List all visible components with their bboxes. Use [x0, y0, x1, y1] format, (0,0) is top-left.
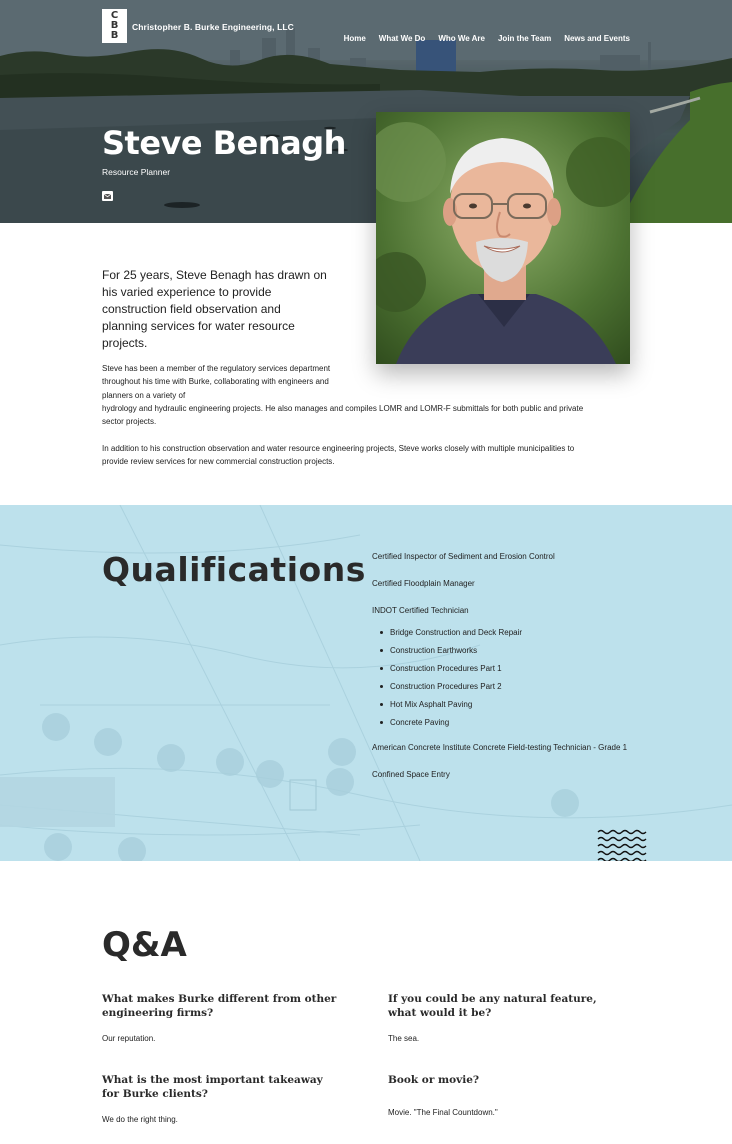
main-nav [344, 34, 630, 43]
qa-question: What makes Burke different from other engineering firms? [102, 993, 337, 1019]
qualification-item: INDOT Certified Technician [372, 606, 469, 615]
qa-question: What is the most important takeaway for Burke clients? [102, 1074, 323, 1100]
qualification-item: American Concrete Institute Concrete Field-testing Technician - Grade 1 [372, 743, 628, 752]
logo-mark [102, 9, 127, 43]
nav-link-news-and-events[interactable]: News and Events [564, 34, 630, 43]
logo-letter: C [110, 10, 119, 21]
qa-question: Book or movie? [388, 1074, 480, 1086]
qa-question: If you could be any natural feature, what would it be? [388, 993, 597, 1019]
company-logo[interactable] [102, 9, 294, 43]
qualification-item: Confined Space Entry [372, 770, 450, 779]
company-name[interactable]: Christopher B. Burke Engineering, LLC [132, 22, 294, 32]
envelope-icon[interactable] [102, 191, 113, 201]
nav-link-what-we-do[interactable]: What We Do [378, 34, 426, 43]
nav-link-join-the-team[interactable]: Join the Team [497, 34, 552, 43]
qa-answer: We do the right thing. [102, 1115, 178, 1124]
qualification-subitem: Construction Procedures Part 2 [380, 682, 632, 691]
bio-paragraph-continued: hydrology and hydraulic engineering projects. He also manages and compiles LOMR and LOMR-F submittals for both public and private sector projects. [102, 404, 584, 427]
qa-answer: The sea. [388, 1034, 420, 1043]
logo-letter: B [110, 30, 119, 41]
qa-item [102, 992, 342, 1043]
qualification-item: Certified Floodplain Manager [372, 579, 475, 588]
logo-letter: B [110, 20, 119, 31]
nav-link-who-we-are[interactable]: Who We Are [438, 34, 485, 43]
bio-paragraph: Steve has been a member of the regulatory services department throughout his time with Burke, collaborating with engineers and planners on a variety of [102, 364, 331, 400]
qualification-subitem: Bridge Construction and Deck Repair [380, 628, 632, 637]
indot-sublist [380, 628, 632, 727]
qualification-item: Certified Inspector of Sediment and Erosion Control [372, 552, 555, 561]
job-title: Resource Planner [102, 167, 171, 177]
bio-intro: For 25 years, Steve Benagh has drawn on his varied experience to provide construction field observation and planning services for water resource projects. [102, 268, 327, 350]
qa-answer: Our reputation. [102, 1034, 156, 1043]
qualification-subitem: Construction Earthworks [380, 646, 632, 655]
page-title: Steve Benagh [102, 124, 346, 162]
qa-answer: Movie. "The Final Countdown." [388, 1108, 498, 1117]
qa-item [102, 1073, 342, 1124]
nav-link-home[interactable]: Home [343, 34, 366, 43]
qualification-subitem: Concrete Paving [380, 718, 632, 727]
bio-paragraph: In addition to his construction observation and water resource engineering projects, Steve works closely with multiple municipalities to provide review services for new commercial construction projects. [102, 444, 575, 467]
profile-photo [376, 112, 630, 364]
qualification-subitem: Hot Mix Asphalt Paving [380, 700, 632, 709]
qualifications-list [372, 550, 632, 795]
qualifications-title: Qualifications [102, 550, 366, 589]
qa-title: Q&A [102, 925, 187, 965]
qa-item [388, 1073, 628, 1117]
qualifications-section [0, 505, 732, 861]
waves-icon [597, 828, 649, 861]
qualification-subitem: Construction Procedures Part 1 [380, 664, 632, 673]
qa-item [388, 992, 628, 1043]
